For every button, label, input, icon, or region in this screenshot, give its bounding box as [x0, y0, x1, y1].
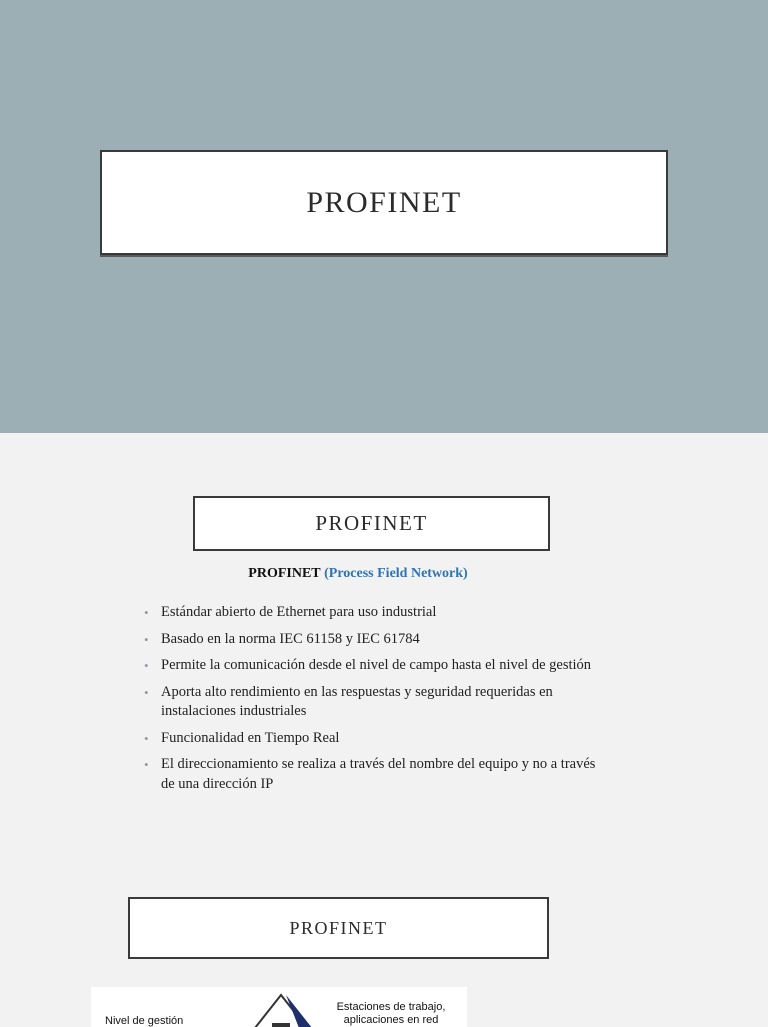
bullet-item: [144, 755, 604, 794]
level-label: Nivel de gestión: [105, 1015, 184, 1027]
bullet-item: [144, 630, 604, 650]
bullet-item: [144, 603, 604, 623]
bullet-text: Basado en la norma IEC 61158 y IEC 61784: [161, 630, 420, 647]
subtitle: [0, 566, 716, 582]
bullet-icon: •: [144, 658, 149, 673]
title-slide: [0, 0, 768, 433]
bullet-item: [144, 683, 604, 722]
section-title-2: PROFINET: [128, 897, 549, 959]
subtitle-link[interactable]: (Process Field Network): [324, 566, 468, 581]
workstations-label: [321, 1001, 461, 1027]
bullet-text: Permite la comunicación desde el nivel de campo hasta el nivel de gestión: [161, 657, 592, 673]
network-pyramid-diagram: [91, 987, 467, 1027]
slide-title: PROFINET: [100, 150, 668, 255]
bullet-item: [144, 729, 604, 749]
section-title: PROFINET: [193, 496, 550, 551]
workstations-line: Estaciones de trabajo,: [336, 1001, 446, 1013]
bullet-text: Funcionalidad en Tiempo Real: [161, 729, 340, 746]
bullet-icon: •: [144, 757, 149, 772]
bullet-text: Estándar abierto de Ethernet para uso industrial: [161, 604, 437, 620]
workstations-line: aplicaciones en red: [343, 1014, 439, 1026]
pyramid-icon: [246, 993, 316, 1027]
bullet-text: El direccionamiento se realiza a través del nombre del equipo y no a través de una dirección IP: [161, 756, 596, 792]
bullet-icon: •: [144, 605, 149, 620]
bullet-list: [144, 603, 604, 801]
bullet-icon: •: [144, 730, 149, 746]
bullet-icon: •: [144, 684, 149, 700]
bullet-item: [144, 656, 604, 676]
bullet-text: Aporta alto rendimiento en las respuestas y seguridad requeridas en instalaciones industriales: [161, 683, 553, 719]
subtitle-bold: PROFINET: [248, 566, 321, 581]
bullet-icon: •: [144, 631, 149, 647]
